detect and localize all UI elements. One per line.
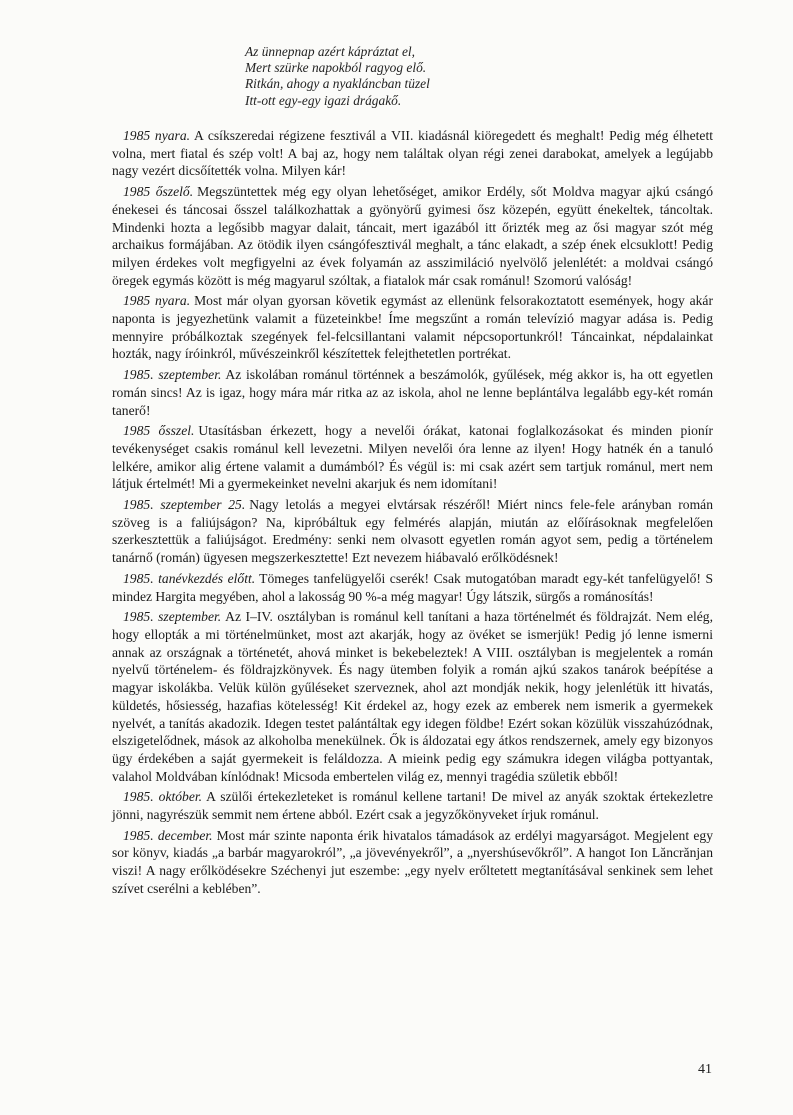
diary-entry	[112, 127, 713, 180]
diary-entry	[112, 183, 713, 289]
poem-line: Az ünnepnap azért kápráztat el,	[245, 44, 415, 59]
entry-date: 1985. szeptember.	[123, 367, 222, 383]
poem-line: Itt-ott egy-egy igazi drágakő.	[245, 92, 402, 108]
entry-date: 1985 nyara.	[123, 293, 191, 309]
entry-text: Tömeges tanfelügyelői cserék! Csak mutogatóban maradt egy-két tanfelügyelő! S mindez Hargita megyében, ahol a lakosság 90 %-a még magyar! Úgy látszik, sürgős a románosítás!	[112, 570, 714, 604]
entry-date: 1985 nyara.	[123, 128, 191, 143]
diary-entry	[112, 788, 713, 823]
entry-text: A szülői értekezleteket is románul kellene tartani! De mivel az anyák szoktak értekezletre jönni, nagyrészük semmit nem értene abból. Ezért csak a jegyzőkönyveket írjuk románul.	[112, 789, 713, 823]
entry-text: Megszüntettek még egy olyan lehetőséget, amikor Erdély, sőt Moldva magyar ajkú csángó énekesei és táncosai ősszel találkozhattak a gyönyörű gyimesi ősz közepén, együtt énekeltek, táncoltak. Mindenki hozta a legősibb magyar dalait, táncait, mert igazából itt őrizték meg az ősi magyar szót még archaikus formájában. Az ötödik ilyen csángófesztivál meghalt, a tánc elakadt, a szép ének elcsuklott! Pedig milyen érdekes volt megfigyelni az évek folyamán az asszimiláció nyelvölő jelenlétét: a moldvai csángó öregek egymás között is még magyarul szóltak, a fiatalok már csak románul! Szomorú valóság!	[112, 184, 714, 288]
entry-date: 1985. szeptember 25.	[123, 497, 246, 513]
diary-entry	[112, 608, 713, 785]
diary-entry	[112, 570, 713, 605]
entry-date: 1985. tanévkezdés előtt.	[123, 570, 256, 586]
diary-entry	[112, 422, 713, 493]
diary-entry	[112, 827, 713, 898]
diary-entry	[112, 366, 713, 419]
entry-date: 1985 őszelő.	[123, 184, 194, 200]
entry-text: Most már szinte naponta érik hivatalos támadások az erdélyi magyarságot. Megjelent egy sor könyv, kiadás „a barbár magyarokról”, „a jövevényekről”, a „nyershúsevőkről”. A hangot Ion Lăncrănjan viszi! A nagy erőlködésekre Széchenyi jut eszembe: „egy nyelv erőltetett megtanításával senkinek sem lehet szívet cserélni a keblében”.	[112, 827, 713, 896]
diary-entry	[112, 496, 713, 567]
entry-text: Utasításban érkezett, hogy a nevelői órákat, katonai foglalkozásokat és minden pionír tevékenységet csakis románul kell levezetni. Milyen nevelői óra lenne az ilyen! Hogy hatnék én a tanuló lelkére, amikor alig értene valamit a dumámból? És végül is: mi csak azért sem tartjuk románul, mert nem látjuk értelmét! Mi a gyermekeinket nevelni akarjuk és nem idomítani!	[112, 423, 713, 492]
entry-text: A csíkszeredai régizene fesztivál a VII. kiadásnál kiöregedett és meghalt! Pedig még élhetett volna, mert fiatal és szép volt! A baj az, hogy nem találtak olyan régi zenei darabokat, amelyek a legújabb nagy vezért dicsőítették volna. Milyen kár!	[112, 128, 713, 179]
entry-date: 1985. szeptember.	[123, 609, 222, 625]
entry-text: Az iskolában románul történnek a beszámolók, gyűlések, még akkor is, ha ott egyetlen román sincs! Az is igaz, hogy mára már ritka az az iskola, ahol ne lenne beplántálva legalább egy-két román tanerő!	[112, 367, 713, 418]
entry-text: Most már olyan gyorsan követik egymást az ellenünk felsorakoztatott események, hogy akár naponta is jegyezhetünk valamit a füzeteinkbe! Íme megszűnt a román televízió magyar adása is. Pedig mennyire próbálkoztak szegények fel-felcsillantani valamit népcsoportunkról! Táncainkat, népdalainkat hozták, nagy íróinkról, művészeinkről készítettek felejthetetlen portrékat.	[112, 293, 713, 362]
entry-text: Nagy letolás a megyei elvtársak részéről! Miért nincs fele-fele arányban román szöveg is a faliújságon? Na, kipróbáltuk egy felmérés alapján, miután az előírásoknak megfelelően szerkesztettük a faliújságot. Eredmény: senki nem olvasott egyetlen román agyot sem, pedig a történelem tanárnő (román) ügyesen megszerkesztette! Ezt nevezem hiábavaló erőlködésnek!	[112, 497, 713, 566]
diary-text	[112, 127, 713, 901]
entry-date: 1985. december.	[123, 827, 213, 843]
poem-line: Mert szürke napokból ragyog elő.	[245, 60, 427, 76]
epigraph-poem	[245, 44, 430, 109]
entry-date: 1985 ősszel.	[123, 423, 195, 439]
entry-text: Az I–IV. osztályban is románul kell tanítani a haza történelmét és földrajzát. Nem elég, hogy ellopták a mi történelmünket, most azt akarják, hogy az övéket se ismerjük! Pedig jó lenne ismerni annak az országnak a történetét, ahová minket is bekebeleztek! A VIII. osztályban is megjelentek a román nyelvű történelem- és földrajzkönyvek. És nagy ütemben folyik a román ajkú szakos tanárok beépítése a magyar iskolákba. Velük külön gyűléseket szerveznek, ahol azt mondják nekik, hogy jelenlétük itt hivatás, küldetés, hősiesség, hazafias kötelesség! Kit érdekel az, hogy ezek az emberek nem ismerik a gyermekek nyelvét, a tanítás akadozik. Idegen testet palántáltak egy idegen földbe! Ezért sokan közülük visszahúzódnak, elszigetelődnek, mások az alkoholba menekülnek. Ők is áldozatai egy átkos rendszernek, amely egy bizonyos ügy érdekében a saját gyermekeit is feláldozza. A mieink pedig egy számukra idegen világba pottyantak, valahol Moldvában kínlódnak! Micsoda embertelen világ ez, mennyi tragédia születik ebből!	[112, 609, 713, 784]
poem-line: Ritkán, ahogy a nyakláncban tüzel	[245, 76, 430, 92]
page-number: 41	[698, 1062, 712, 1077]
diary-entry	[112, 292, 713, 363]
entry-date: 1985. október.	[123, 789, 203, 805]
